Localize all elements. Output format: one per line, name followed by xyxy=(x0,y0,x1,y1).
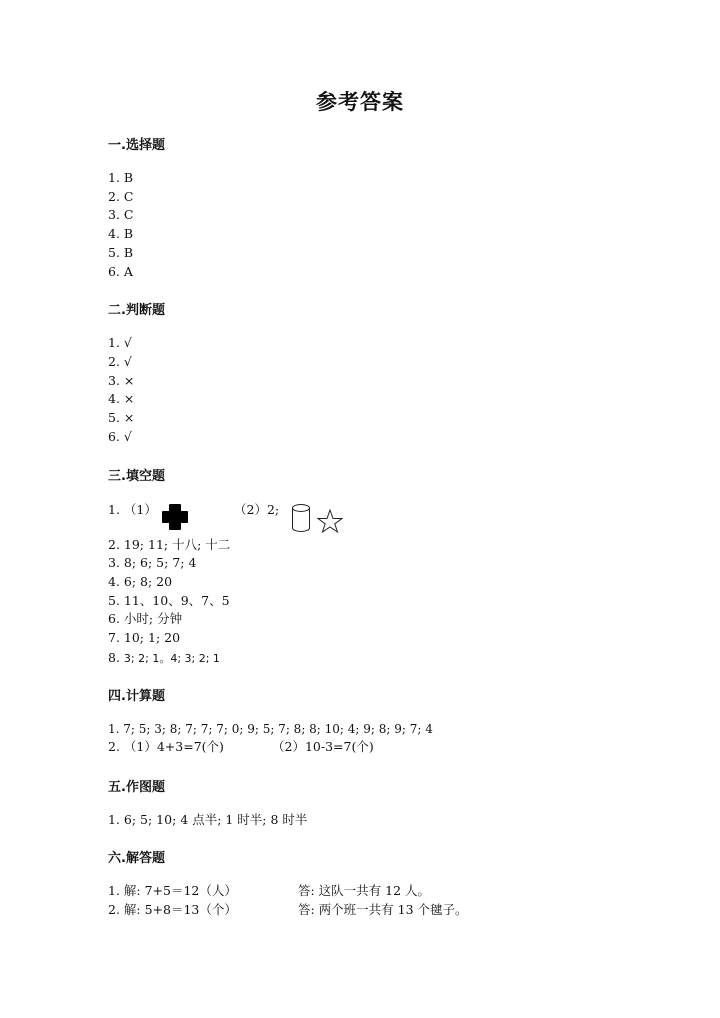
answer-line: 2. （1）4+3=7(个) xyxy=(108,739,224,754)
answer-line: 4. × xyxy=(108,391,135,406)
answer-line: 2. √ xyxy=(108,354,132,369)
cross-shape-icon xyxy=(162,504,188,530)
answer-statement: 答: 这队一共有 12 人。 xyxy=(298,883,431,898)
section-heading-solve: 六.解答题 xyxy=(108,851,165,866)
answer-line: 7. 10; 1; 20 xyxy=(108,630,181,645)
answer-statement: 答: 两个班一共有 13 个毽子。 xyxy=(298,902,468,917)
answer-line: 5. × xyxy=(108,410,135,425)
section-heading-judge: 二.判断题 xyxy=(108,303,165,318)
answer-line-part: （2）10-3=7(个) xyxy=(272,739,374,754)
answer-line: 6. √ xyxy=(108,429,132,444)
answer-number: 8. xyxy=(108,650,120,665)
star-icon xyxy=(317,509,343,533)
answer-line: 3. 8; 6; 5; 7; 4 xyxy=(108,555,197,570)
page-title: 参考答案 xyxy=(316,90,404,114)
section-heading-fill: 三.填空题 xyxy=(108,469,165,484)
answer-line: 1. B xyxy=(108,170,134,185)
answer-line: 5. 11、10、9、7、5 xyxy=(108,593,230,608)
answer-line: 1. 6; 5; 10; 4 点半; 1 时半; 8 时半 xyxy=(108,812,308,827)
answer-line: 2. C xyxy=(108,189,134,204)
answer-line: 1. 7; 5; 3; 8; 7; 7; 7; 0; 9; 5; 7; 8; 8; 10; 4; 9; 8; 9; 7; 4 xyxy=(108,722,433,736)
answer-line: 6. A xyxy=(108,264,133,279)
section-heading-calc: 四.计算题 xyxy=(108,689,165,704)
section-heading-choice: 一.选择题 xyxy=(108,138,165,153)
answer-line: 4. B xyxy=(108,226,134,241)
answer-line: 6. 小时; 分钟 xyxy=(108,611,183,626)
answer-line xyxy=(108,650,220,667)
answer-calc: 2. 解: 5+8＝13（个） xyxy=(108,902,237,917)
answer-line: 3. C xyxy=(108,207,134,222)
cylinder-icon xyxy=(290,503,312,533)
answer-text: 3; 2; 1。4; 3; 2; 1 xyxy=(123,652,220,665)
answer-line: 2. 19; 11; 十八; 十二 xyxy=(108,537,231,552)
answer-line: 5. B xyxy=(108,245,134,260)
answer-line: 3. × xyxy=(108,373,135,388)
answer-line: 1. √ xyxy=(108,335,132,350)
section-heading-draw: 五.作图题 xyxy=(108,780,165,795)
answer-calc: 1. 解: 7+5＝12（人） xyxy=(108,883,237,898)
answer-line: 1. （1） xyxy=(108,502,157,517)
answer-line: 4. 6; 8; 20 xyxy=(108,574,173,589)
answer-line-part: （2）2; xyxy=(234,502,280,517)
